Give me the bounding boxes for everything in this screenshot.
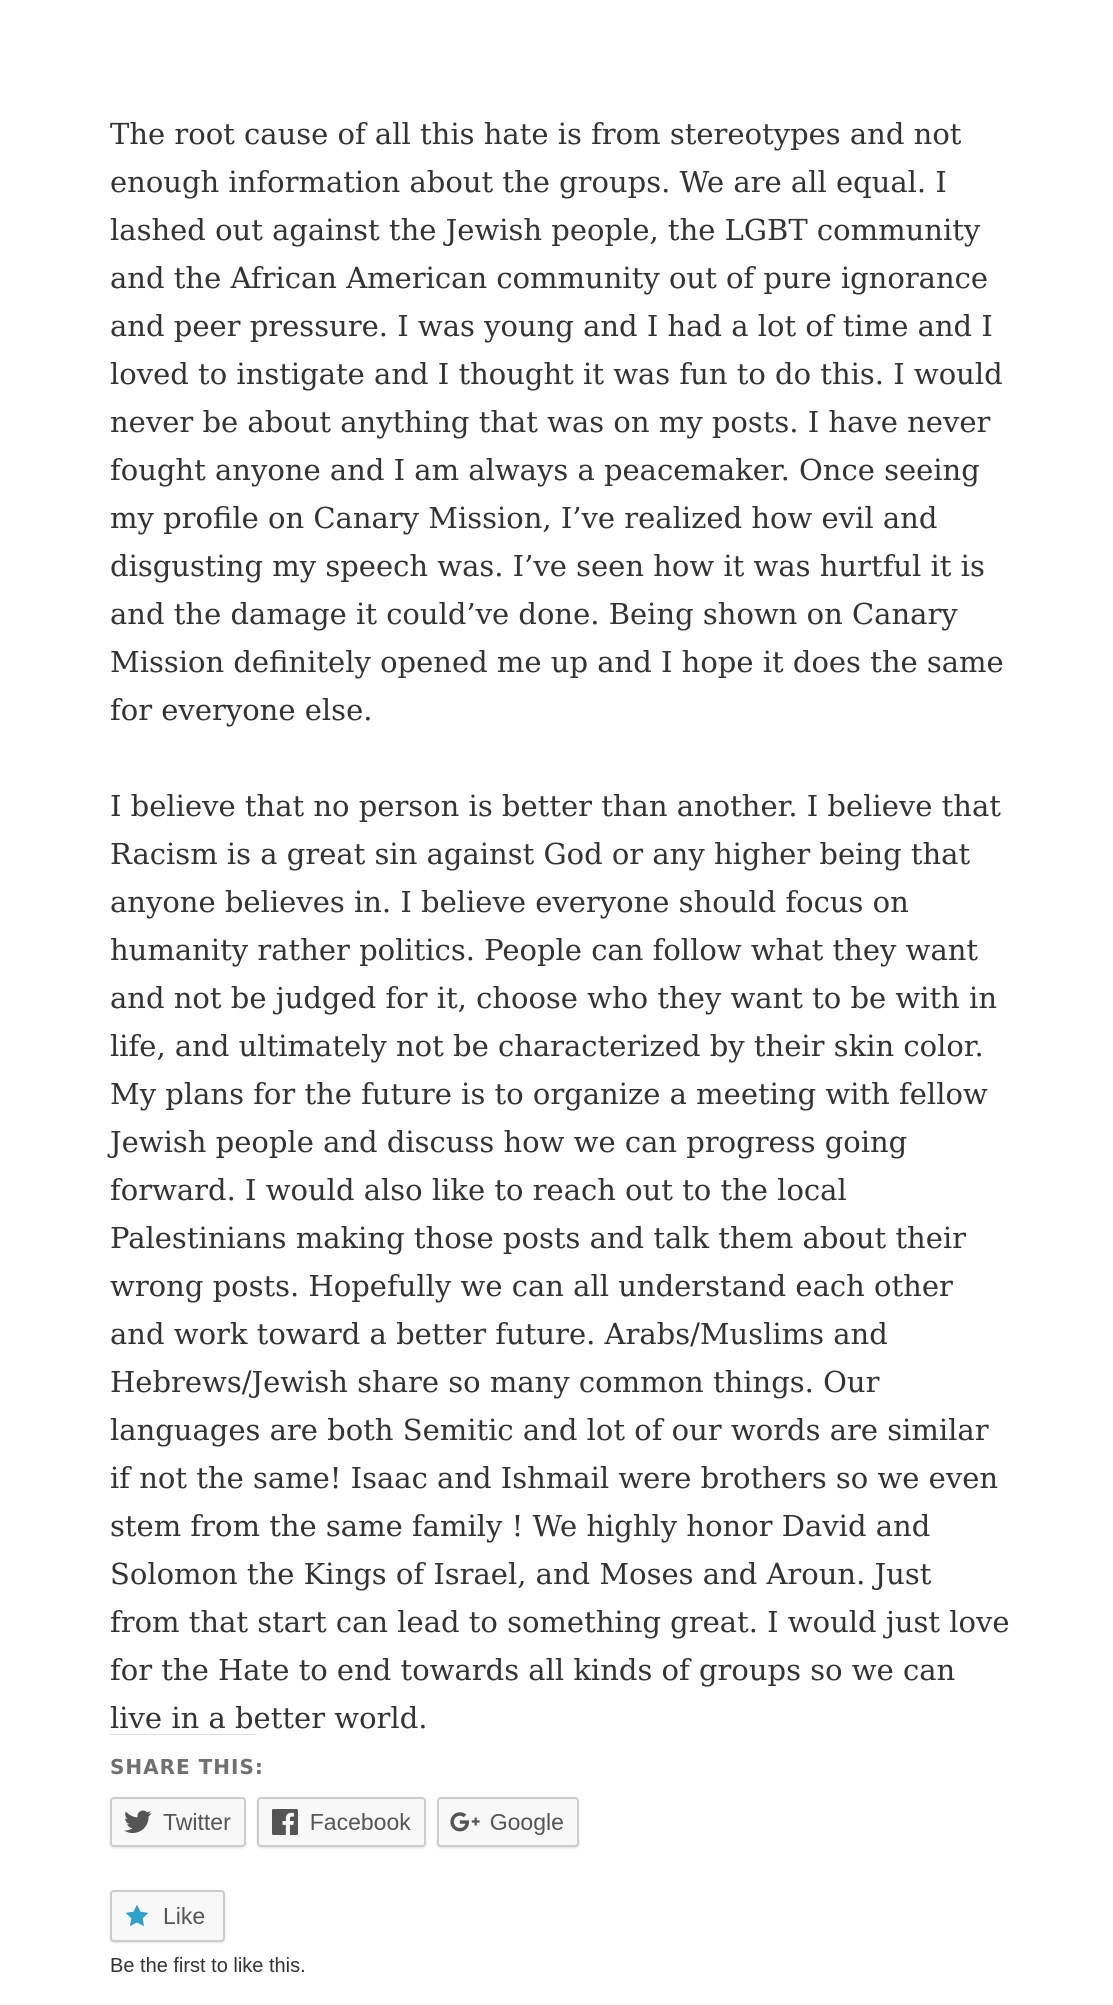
like-section: [110, 1890, 306, 1978]
share-heading: SHARE THIS:: [110, 1755, 264, 1779]
like-label: Like: [163, 1902, 206, 1929]
facebook-icon: [270, 1807, 300, 1837]
article-paragraph: I believe that no person is better than another. I believe that Racism is a great sin against God or any higher being that anyone believes in. I believe everyone should focus on humanity rather politics. People can follow what they want and not be judged for it, choose who they want to be with in life, and ultimately not be characterized by their skin color. My plans for the future is to organize a meeting with fellow Jewish people and discuss how we can progress going forward. I would also like to reach out to the local Palestinians making those posts and talk them about their wrong posts. Hopefully we can all understand each other and work toward a better future. Arabs/Muslims and Hebrews/Jewish share so many common things. Our languages are both Semitic and lot of our words are similar if not the same! Isaac and Ishmail were brothers so we even stem from the same family ! We highly honor David and Solomon the Kings of Israel, and Moses and Aroun. Just from that start can lead to something great. I would just love for the Hate to end towards all kinds of groups so we can live in a better world.: [110, 789, 1010, 1735]
google-plus-icon: [450, 1807, 480, 1837]
share-divider: [110, 1734, 256, 1735]
share-facebook-button[interactable]: [257, 1797, 426, 1847]
twitter-icon: [123, 1807, 153, 1837]
share-buttons: [110, 1797, 1010, 1847]
like-note: Be the first to like this.: [110, 1955, 306, 1977]
like-button[interactable]: [110, 1890, 225, 1942]
share-twitter-button[interactable]: [110, 1797, 246, 1847]
star-icon: [123, 1902, 151, 1930]
share-facebook-label: Facebook: [309, 1808, 411, 1835]
article-paragraph: The root cause of all this hate is from stereotypes and not enough information about the groups. We are all equal. I lashed out against the Jewish people, the LGBT community and the African American community out of pure ignorance and peer pressure. I was young and I had a lot of time and I loved to instigate and I thought it was fun to do this. I would never be about anything that was on my posts. I have never fought anyone and I am always a peacemaker. Once seeing my profile on Canary Mission, I’ve realized how evil and disgusting my speech was. I’ve seen how it was hurtful it is and the damage it could’ve done. Being shown on Canary Mission definitely opened me up and I hope it does the same for everyone else.: [110, 117, 1004, 727]
share-section: [110, 1734, 1010, 1847]
article-content: [110, 110, 1010, 1790]
share-google-button[interactable]: [437, 1797, 579, 1847]
share-google-label: Google: [489, 1808, 564, 1835]
share-twitter-label: Twitter: [163, 1808, 231, 1835]
